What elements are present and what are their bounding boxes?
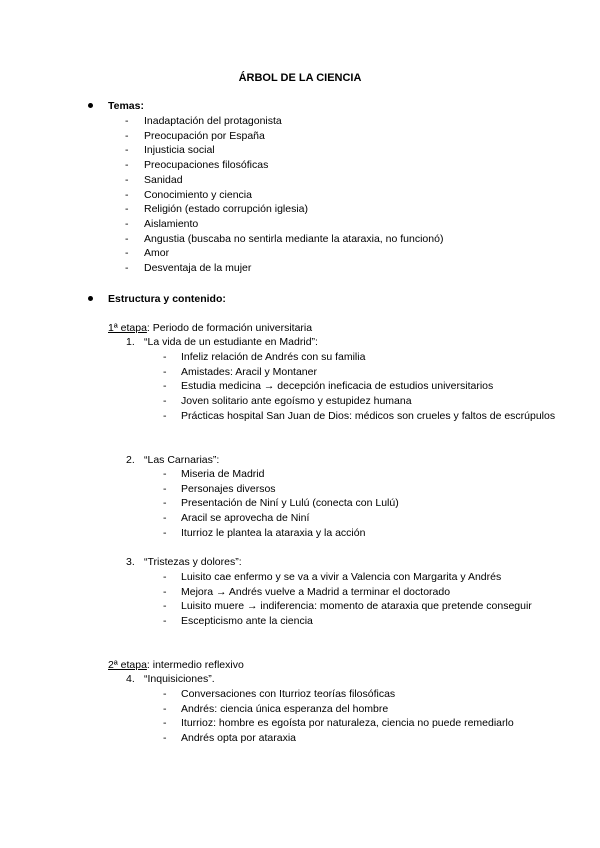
bullet-icon: [88, 99, 108, 114]
list-item: - Infeliz relación de Andrés con su familia: [163, 350, 563, 365]
part-1-list: [163, 350, 563, 424]
section-heading-estructura: Estructura y contenido:: [88, 292, 226, 307]
list-item: - Presentación de Niní y Lulú (conecta con Lulú): [163, 496, 563, 511]
list-item: - Iturrioz: hombre es egoísta por naturaleza, ciencia no puede remediarlo: [163, 716, 563, 731]
part-3-title: 3. “Tristezas y dolores”:: [126, 556, 242, 568]
list-item: - Amor: [125, 246, 585, 261]
list-item: - Iturrioz le plantea la ataraxia y la acción: [163, 526, 563, 541]
list-item: - Aislamiento: [125, 217, 585, 232]
list-item: - Joven solitario ante egoísmo y estupidez humana: [163, 394, 563, 409]
part-3-list: [163, 570, 563, 629]
list-item: - Andrés opta por ataraxia: [163, 731, 563, 746]
part-1-title: 1. “La vida de un estudiante en Madrid”:: [126, 336, 318, 348]
part-4-title: 4. “Inquisiciones”.: [126, 673, 215, 685]
section-heading-temas: Temas:: [88, 99, 144, 114]
list-item: - Aracil se aprovecha de Niní: [163, 511, 563, 526]
list-item: - Andrés: ciencia única esperanza del hombre: [163, 702, 563, 717]
stage-1-label: 1ª etapa: Periodo de formación universitaria: [108, 322, 313, 334]
list-item: - Amistades: Aracil y Montaner: [163, 365, 563, 380]
list-item: - Mejora → Andrés vuelve a Madrid a terminar el doctorado: [163, 585, 563, 600]
list-item: - Luisito muere → indiferencia: momento de ataraxia que pretende conseguir: [163, 599, 563, 614]
bullet-icon: [88, 292, 108, 307]
list-item: - Conocimiento y ciencia: [125, 188, 585, 203]
part-2-title: 2. “Las Carnarias”:: [126, 454, 220, 466]
part-4-list: [163, 687, 563, 746]
list-item: - Desventaja de la mujer: [125, 261, 585, 276]
list-item: - Miseria de Madrid: [163, 467, 563, 482]
list-item: - Preocupaciones filosóficas: [125, 158, 585, 173]
part-2-list: [163, 467, 563, 541]
list-item: - Angustia (buscaba no sentirla mediante la ataraxia, no funcionó): [125, 232, 585, 247]
list-item: - Escepticismo ante la ciencia: [163, 614, 563, 629]
list-item: - Sanidad: [125, 173, 585, 188]
list-item: - Preocupación por España: [125, 129, 585, 144]
stage-2-label: 2ª etapa: intermedio reflexivo: [108, 659, 244, 671]
list-item: - Prácticas hospital San Juan de Dios: médicos son crueles y faltos de escrúpulos: [163, 409, 563, 424]
list-item: - Inadaptación del protagonista: [125, 114, 585, 129]
list-item: - Injusticia social: [125, 143, 585, 158]
list-item: - Personajes diversos: [163, 482, 563, 497]
list-item: - Religión (estado corrupción iglesia): [125, 202, 585, 217]
list-item: - Conversaciones con Iturrioz teorías filosóficas: [163, 687, 563, 702]
temas-list: [125, 114, 585, 276]
list-item: - Luisito cae enfermo y se va a vivir a Valencia con Margarita y Andrés: [163, 570, 563, 585]
page-title: ÁRBOL DE LA CIENCIA: [238, 72, 362, 84]
list-item: - Estudia medicina → decepción ineficacia de estudios universitarios: [163, 379, 563, 394]
